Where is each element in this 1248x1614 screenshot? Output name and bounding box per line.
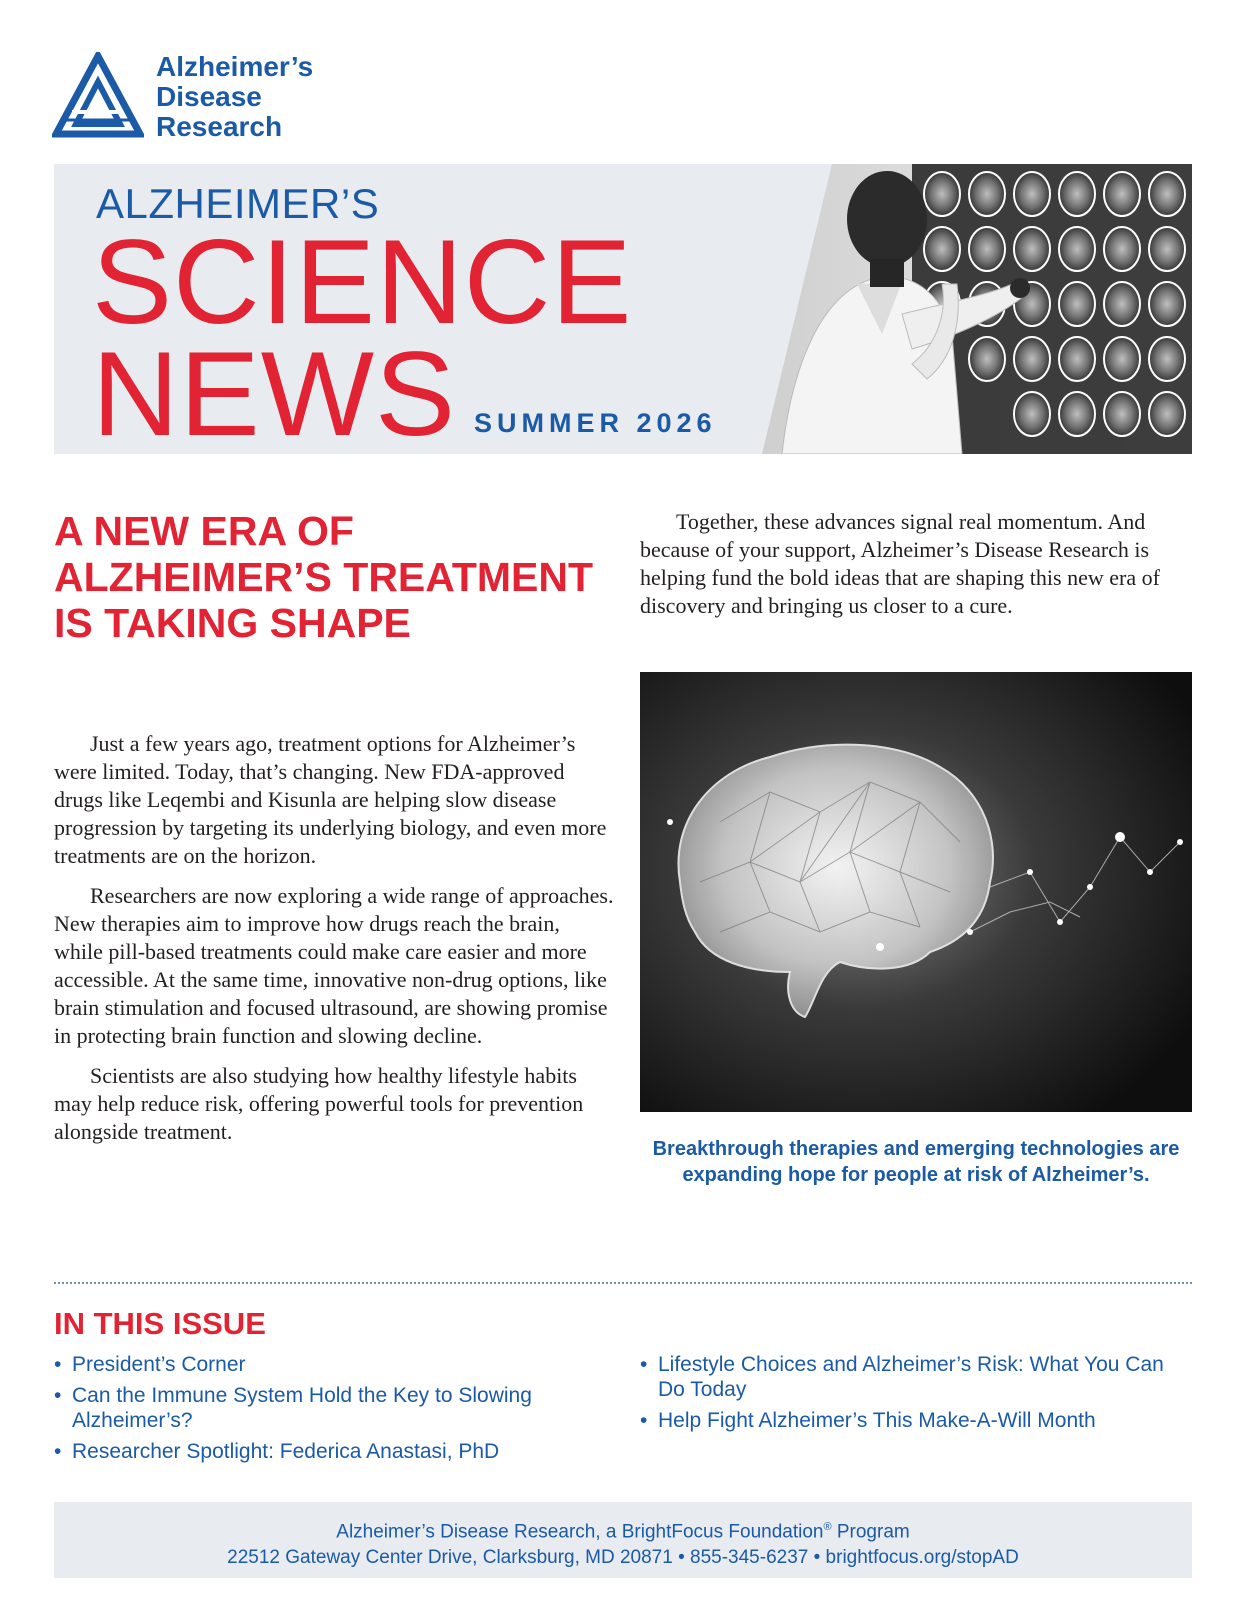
masthead-title-news: NEWS — [92, 327, 456, 454]
bullet-icon: • — [640, 1409, 648, 1432]
issue-item — [640, 1408, 1180, 1433]
article-body-left — [54, 730, 614, 1158]
issue-item — [640, 1352, 1180, 1402]
bullet-icon: • — [54, 1353, 62, 1376]
issue-item — [54, 1439, 594, 1464]
bullet-icon: • — [54, 1384, 62, 1407]
issue-list-left — [54, 1352, 594, 1470]
masthead-title-science: SCIENCE — [92, 215, 633, 349]
glowing-brain-network-image — [640, 672, 1192, 1112]
footer-line-2: 22512 Gateway Center Drive, Clarksburg, MD 20871 • 855-345-6237 • brightfocus.org/stopAD — [227, 1547, 1019, 1569]
article-paragraph: Scientists are also studying how healthy lifestyle habits may help reduce risk, offering powerful tools for prevention alongside treatment. — [54, 1063, 584, 1144]
bullet-icon: • — [54, 1440, 62, 1463]
logo-line-3: Research — [156, 111, 283, 142]
bullet-icon: • — [640, 1353, 648, 1376]
logo-line-2: Disease — [156, 81, 262, 112]
doctor-reviewing-brain-scans-image — [762, 164, 1192, 454]
in-this-issue-heading: IN THIS ISSUE — [54, 1306, 266, 1341]
organization-logo — [52, 52, 352, 142]
issue-item-label: Help Fight Alzheimer’s This Make-A-Will Month — [658, 1409, 1096, 1432]
logo-wordmark — [156, 52, 313, 142]
page-footer — [54, 1502, 1192, 1578]
article-paragraph: Together, these advances signal real momentum. And because of your support, Alzheimer’s Disease Research is helping fund the bold ideas that are shaping this new era of discovery and bringing us closer to a cure. — [640, 509, 1160, 618]
triangle-logo-icon — [52, 52, 144, 140]
footer-program: Program — [831, 1521, 910, 1543]
article-paragraph: Just a few years ago, treatment options for Alzheimer’s were limited. Today, that’s changing. New FDA-approved drugs like Leqembi and Kisunla are helping slow disease progression by targeting its underlying biology, and even more treatments are on the horizon. — [54, 731, 607, 868]
masthead-kicker: ALZHEIMER’S — [96, 180, 380, 227]
issue-list-right — [640, 1352, 1180, 1439]
issue-season: SUMMER 2026 — [474, 408, 717, 438]
article-paragraph: Researchers are now exploring a wide range of approaches. New therapies aim to improve how drugs reach the brain, while pill-based treatments could make care easier and more accessible. At the same time, innovative non-drug options, like brain stimulation and focused ultrasound, are showing promise in protecting brain function and slowing decline. — [54, 883, 614, 1048]
issue-item-label: Lifestyle Choices and Alzheimer’s Risk: What You Can Do Today — [658, 1353, 1164, 1401]
article-body-right — [640, 508, 1180, 632]
section-divider — [54, 1282, 1192, 1284]
logo-line-1: Alzheimer’s — [156, 51, 314, 82]
article-headline: A NEW ERA OF ALZHEIMER’S TREATMENT IS TAKING SHAPE — [54, 508, 594, 646]
registered-mark: ® — [823, 1521, 832, 1533]
footer-line-1 — [54, 1514, 1192, 1545]
image-caption: Breakthrough therapies and emerging technologies are expanding hope for people at risk of Alzheimer’s. — [652, 1138, 1180, 1186]
issue-item — [54, 1352, 594, 1377]
issue-item-label: Can the Immune System Hold the Key to Slowing Alzheimer’s? — [72, 1384, 532, 1432]
issue-item-label: President’s Corner — [72, 1353, 246, 1376]
issue-item-label: Researcher Spotlight: Federica Anastasi, PhD — [72, 1440, 500, 1463]
masthead-banner — [54, 164, 1192, 454]
issue-item — [54, 1383, 594, 1433]
footer-org: Alzheimer’s Disease Research, a BrightFocus Foundation — [336, 1521, 824, 1543]
